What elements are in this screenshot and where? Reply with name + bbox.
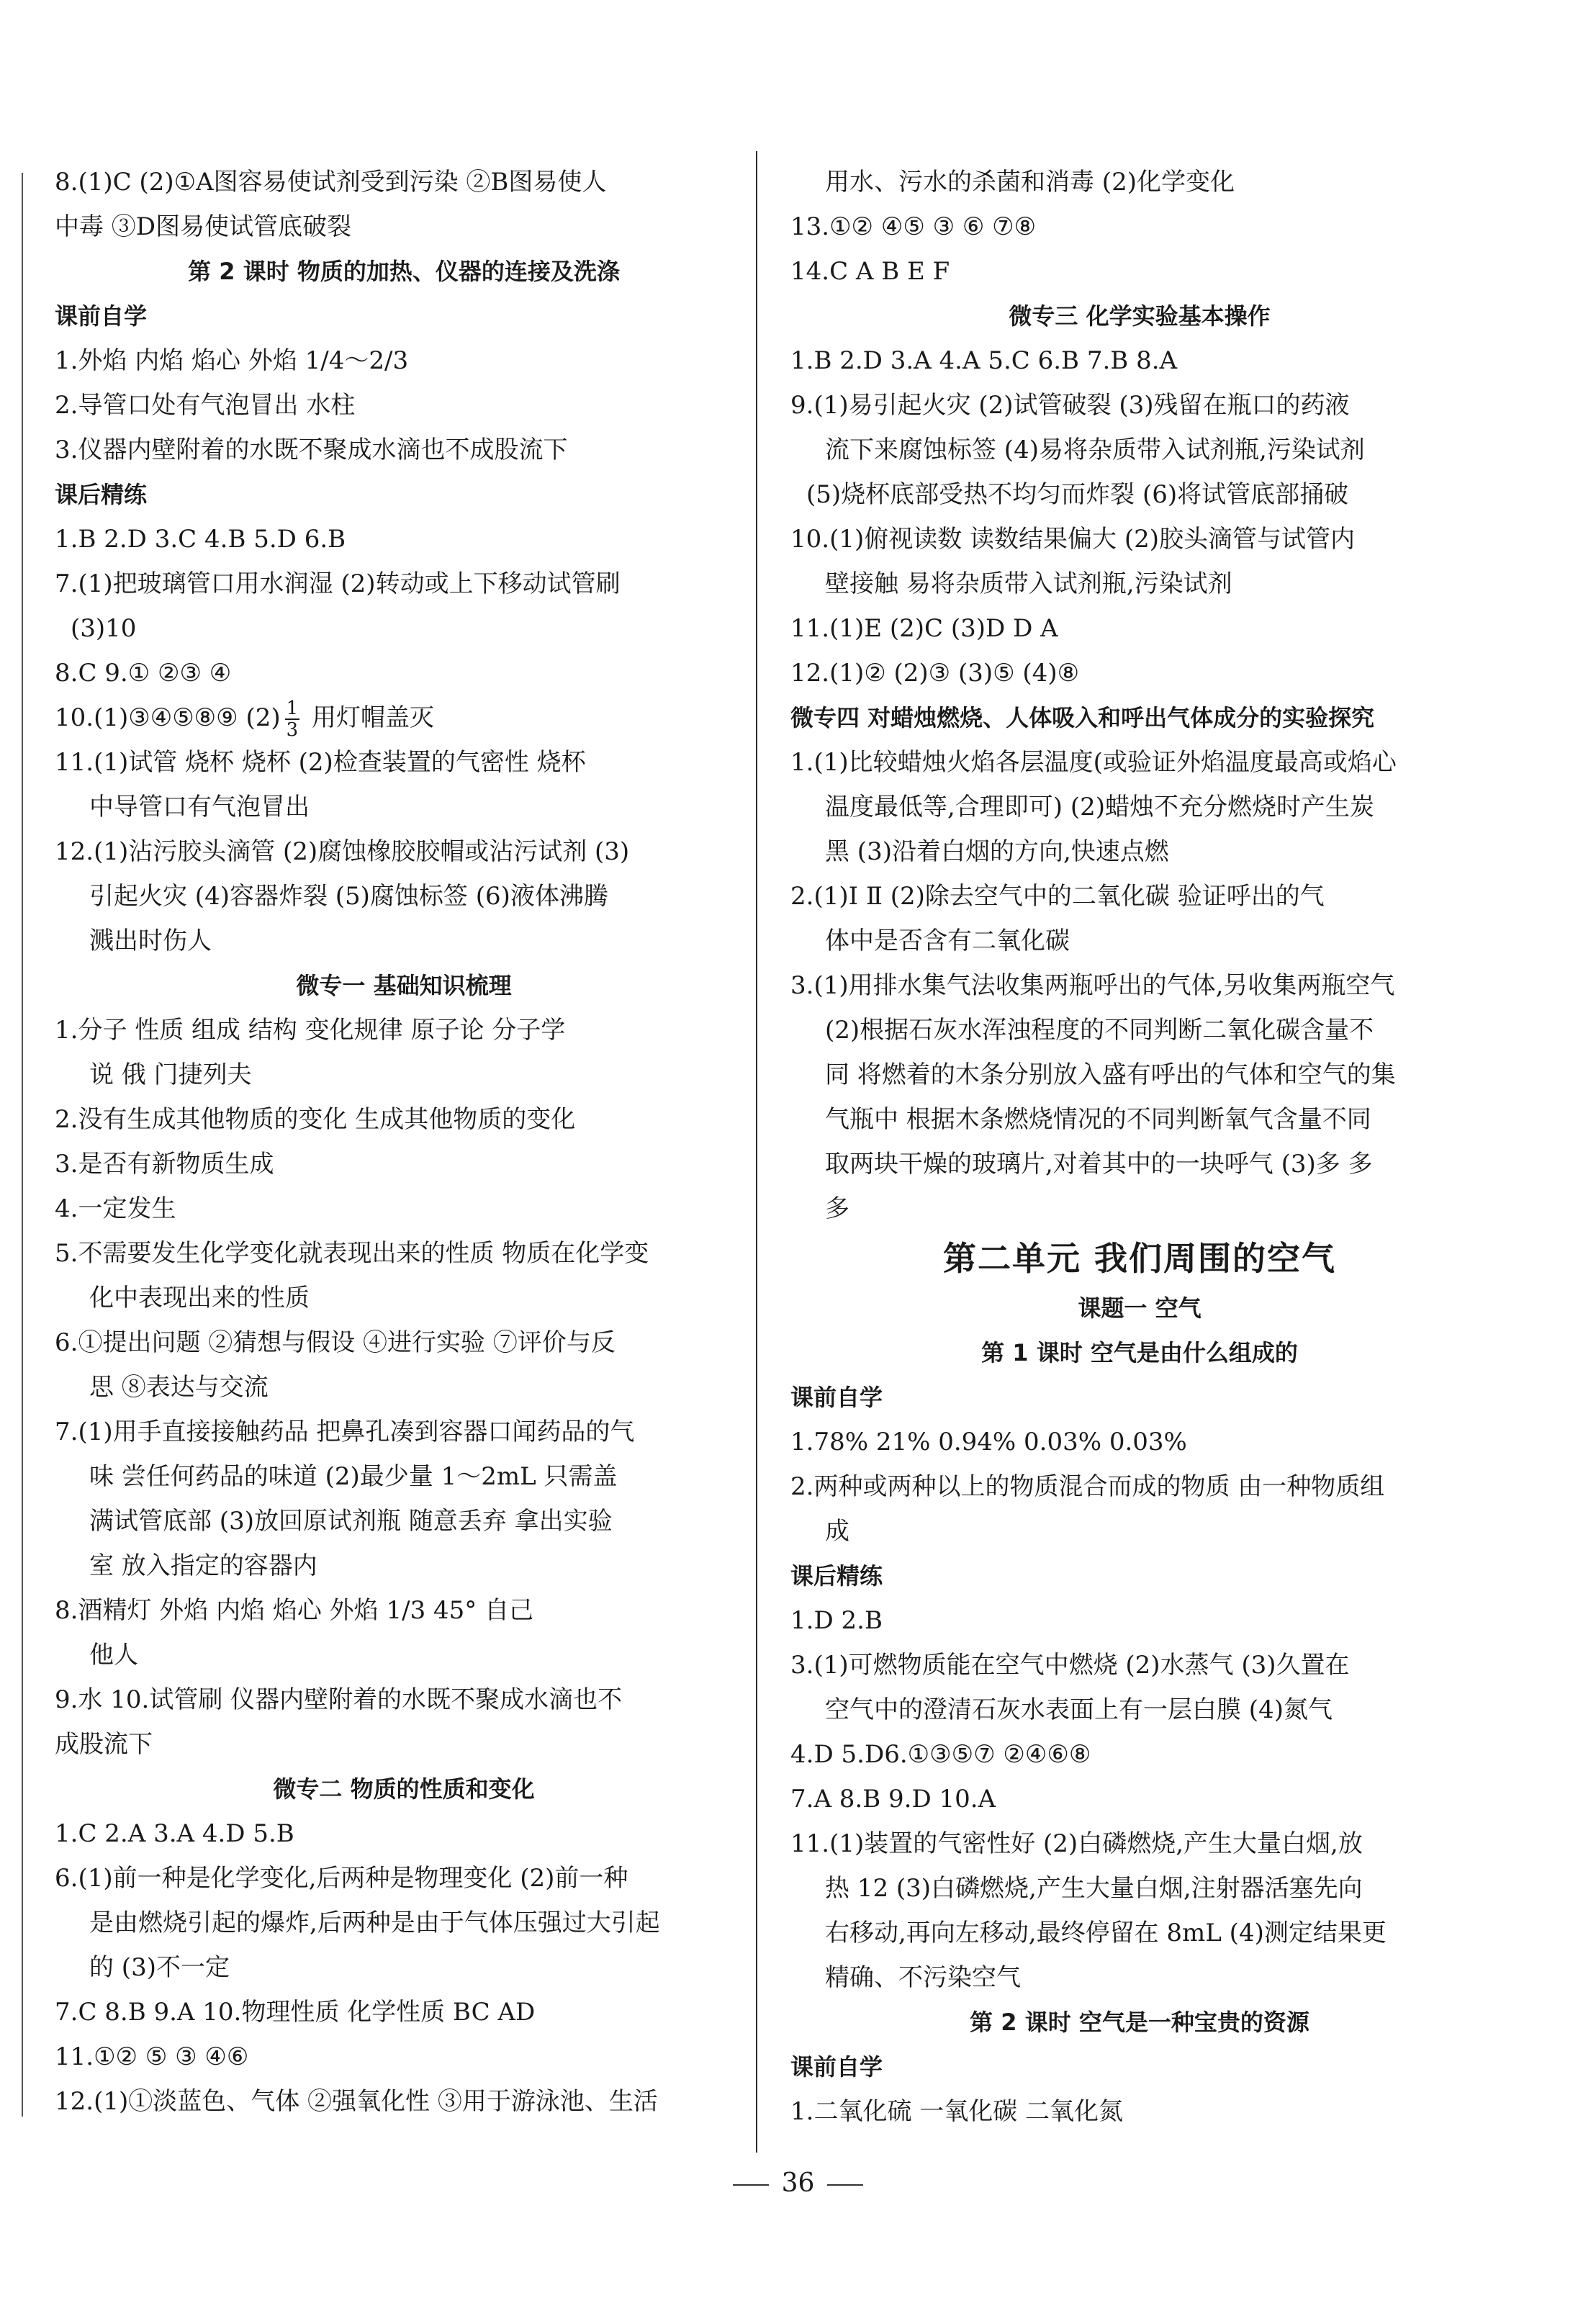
answer-line: 精确、不污染空气 (825, 1963, 1021, 1992)
section-heading: 微专三 化学实验基本操作 (1009, 302, 1271, 330)
answer-line: 1.C 2.A 3.A 4.D 5.B (55, 1819, 294, 1848)
answer-line: 11.(1)装置的气密性好 (2)白磷燃烧,产生大量白烟,放 (790, 1829, 1363, 1858)
answer-line: 思 ⑧表达与交流 (89, 1373, 269, 1402)
answer-line: 1.78% 21% 0.94% 0.03% 0.03% (790, 1428, 1187, 1456)
answer-line: 温度最低等,合理即可) (2)蜡烛不充分燃烧时产生炭 (825, 793, 1375, 821)
answer-line: 1.(1)比较蜡烛火焰各层温度(或验证外焰温度最高或焰心 (790, 748, 1397, 777)
answer-line: 成股流下 (55, 1730, 153, 1759)
answer-line: 室 放入指定的容器内 (89, 1551, 317, 1580)
answer-line: 7.(1)用手直接接触药品 把鼻孔凑到容器口闻药品的气 (55, 1418, 635, 1446)
answer-line: 说 俄 门捷列夫 (89, 1060, 252, 1089)
answer-line: 壁接触 易将杂质带入试剂瓶,污染试剂 (825, 569, 1232, 598)
answer-line: 8.C 9.① ②③ ④ (55, 659, 232, 688)
answer-line: 是由燃烧引起的爆炸,后两种是由于气体压强过大引起 (89, 1909, 660, 1937)
answer-line: 12.(1)①淡蓝色、气体 ②强氧化性 ③用于游泳池、生活 (55, 2087, 658, 2116)
answer-line: 2.没有生成其他物质的变化 生成其他物质的变化 (55, 1105, 576, 1134)
answer-line: 1.B 2.D 3.C 4.B 5.D 6.B (55, 525, 346, 554)
answer-line: 溅出时伤人 (89, 927, 212, 955)
unit-title: 第二单元 我们周围的空气 (942, 1239, 1336, 1278)
answer-line: 3.(1)用排水集气法收集两瓶呼出的气体,另收集两瓶空气 (790, 971, 1395, 1000)
page-number: 36 (0, 2168, 1596, 2198)
answer-line: 气瓶中 根据木条燃烧情况的不同判断氧气含量不同 (825, 1105, 1371, 1134)
answer-line: 中毒 ③D图易使试管底破裂 (55, 212, 352, 241)
answer-line: 成 (825, 1517, 849, 1546)
answer-line: 体中是否含有二氧化碳 (825, 927, 1070, 955)
section-heading: 微专一 基础知识梳理 (296, 972, 512, 999)
answer-line: 7.C 8.B 9.A 10.物理性质 化学性质 BC AD (55, 1998, 536, 2027)
answer-text: 用灯帽盖灭 (304, 703, 434, 732)
answer-line: 3.是否有新物质生成 (55, 1150, 274, 1179)
answer-line: 他人 (89, 1641, 138, 1670)
answer-line: 8.(1)C (2)①A图容易使试剂受到污染 ②B图易使人 (55, 168, 607, 197)
answer-line: 中导管口有气泡冒出 (89, 793, 310, 821)
answer-line: (3)10 (71, 614, 137, 643)
answer-line: (5)烧杯底部受热不均匀而炸裂 (6)将试管底部捅破 (806, 480, 1349, 509)
topic-heading: 课题一 空气 (1078, 1294, 1201, 1322)
answer-line: 12.(1)② (2)③ (3)⑤ (4)⑧ (790, 659, 1080, 688)
answer-line: 11.(1)E (2)C (3)D D A (790, 614, 1058, 643)
answer-line: 流下来腐蚀标签 (4)易将杂质带入试剂瓶,污染试剂 (825, 436, 1365, 464)
answer-line: 9.水 10.试管刷 仪器内壁附着的水既不聚成水滴也不 (55, 1685, 623, 1714)
answer-line: 1.B 2.D 3.A 4.A 5.C 6.B 7.B 8.A (790, 346, 1178, 375)
answer-line: 1.二氧化硫 一氧化碳 二氧化氮 (790, 2097, 1124, 2126)
answer-line: 10.(1)俯视读数 读数结果偏大 (2)胶头滴管与试管内 (790, 525, 1356, 554)
answer-line: 8.酒精灯 外焰 内焰 焰心 外焰 1/3 45° 自己 (55, 1596, 534, 1625)
answer-line: 5.不需要发生化学变化就表现出来的性质 物质在化学变 (55, 1239, 649, 1268)
answer-line: 2.两种或两种以上的物质混合而成的物质 由一种物质组 (790, 1472, 1385, 1501)
right-column (790, 160, 1489, 2134)
answer-line: 7.(1)把玻璃管口用水润湿 (2)转动或上下移动试管刷 (55, 569, 621, 598)
answer-line: 12.(1)沾污胶头滴管 (2)腐蚀橡胶胶帽或沾污试剂 (3) (55, 837, 630, 866)
answer-line: 2.导管口处有气泡冒出 水柱 (55, 391, 356, 420)
answer-text: 10.(1)③④⑤⑧⑨ (2) (55, 703, 281, 732)
answer-line: 14.C A B E F (790, 257, 950, 286)
answer-line: 6.(1)前一种是化学变化,后两种是物理变化 (2)前一种 (55, 1864, 628, 1893)
section-heading: 第 2 课时 空气是一种宝贵的资源 (970, 2009, 1309, 2036)
answer-line: 味 尝任何药品的味道 (2)最少量 1～2mL 只需盖 (89, 1462, 618, 1491)
answer-line: 多 (825, 1194, 849, 1223)
answer-line: 2.(1)Ⅰ Ⅱ (2)除去空气中的二氧化碳 验证呼出的气 (790, 882, 1325, 911)
answer-line: 1.外焰 内焰 焰心 外焰 1/4～2/3 (55, 346, 409, 375)
answer-line: 4.D 5.D6.①③⑤⑦ ②④⑥⑧ (790, 1740, 1091, 1769)
left-column (55, 160, 753, 2124)
answer-line: 黑 (3)沿着白烟的方向,快速点燃 (825, 837, 1169, 866)
answer-line: 同 将燃着的木条分别放入盛有呼出的气体和空气的集 (825, 1060, 1396, 1089)
answer-line: 7.A 8.B 9.D 10.A (790, 1785, 996, 1813)
answer-line: 引起火灾 (4)容器炸裂 (5)腐蚀标签 (6)液体沸腾 (89, 882, 608, 911)
answer-line: 3.(1)可燃物质能在空气中燃烧 (2)水蒸气 (3)久置在 (790, 1651, 1350, 1680)
answer-line: 化中表现出来的性质 (89, 1284, 310, 1312)
fraction (285, 698, 300, 740)
answer-line: (2)根据石灰水浑浊程度的不同判断二氧化碳含量不 (825, 1016, 1374, 1045)
subheading: 课前自学 (790, 1384, 883, 1411)
answer-line: 热 12 (3)白磷燃烧,产生大量白烟,注射器活塞先向 (825, 1874, 1363, 1903)
answer-line: 4.一定发生 (55, 1194, 176, 1223)
section-heading: 第 1 课时 空气是由什么组成的 (981, 1339, 1298, 1366)
answer-line: 11.(1)试管 烧杯 烧杯 (2)检查装置的气密性 烧杯 (55, 748, 586, 777)
section-heading: 第 2 课时 物质的加热、仪器的连接及洗涤 (188, 258, 620, 285)
subheading: 课前自学 (790, 2053, 883, 2081)
answer-line: 1.D 2.B (790, 1606, 883, 1635)
answer-line: 取两块干燥的玻璃片,对着其中的一块呼气 (3)多 多 (825, 1150, 1373, 1179)
answer-line: 的 (3)不一定 (89, 1953, 230, 1982)
answer-line-fraction (55, 695, 753, 740)
answer-line: 右移动,再向左移动,最终停留在 8mL (4)测定结果更 (825, 1919, 1387, 1947)
left-margin-rule (22, 173, 23, 2117)
answer-line: 3.仪器内壁附着的水既不聚成水滴也不成股流下 (55, 436, 568, 464)
subheading: 课后精练 (55, 481, 148, 508)
answer-line: 用水、污水的杀菌和消毒 (2)化学变化 (825, 168, 1235, 197)
section-heading: 微专四 对蜡烛燃烧、人体吸入和呼出气体成分的实验探究 (790, 704, 1375, 731)
answer-line: 6.①提出问题 ②猜想与假设 ④进行实验 ⑦评价与反 (55, 1328, 616, 1357)
answer-line: 1.分子 性质 组成 结构 变化规律 原子论 分子学 (55, 1016, 566, 1045)
answer-line: 11.①② ⑤ ③ ④⑥ (55, 2042, 249, 2071)
answer-line: 空气中的澄清石灰水表面上有一层白膜 (4)氮气 (825, 1695, 1333, 1724)
answer-line: 满试管底部 (3)放回原试剂瓶 随意丢弃 拿出实验 (89, 1507, 613, 1536)
subheading: 课后精练 (790, 1562, 883, 1590)
column-divider (756, 151, 757, 2153)
subheading: 课前自学 (55, 302, 148, 330)
answer-line: 13.①② ④⑤ ③ ⑥ ⑦⑧ (790, 212, 1037, 241)
answer-line: 9.(1)易引起火灾 (2)试管破裂 (3)残留在瓶口的药液 (790, 391, 1350, 420)
fraction-denominator: 3 (286, 719, 299, 741)
fraction-numerator: 1 (286, 698, 299, 719)
section-heading: 微专二 物质的性质和变化 (273, 1775, 535, 1803)
